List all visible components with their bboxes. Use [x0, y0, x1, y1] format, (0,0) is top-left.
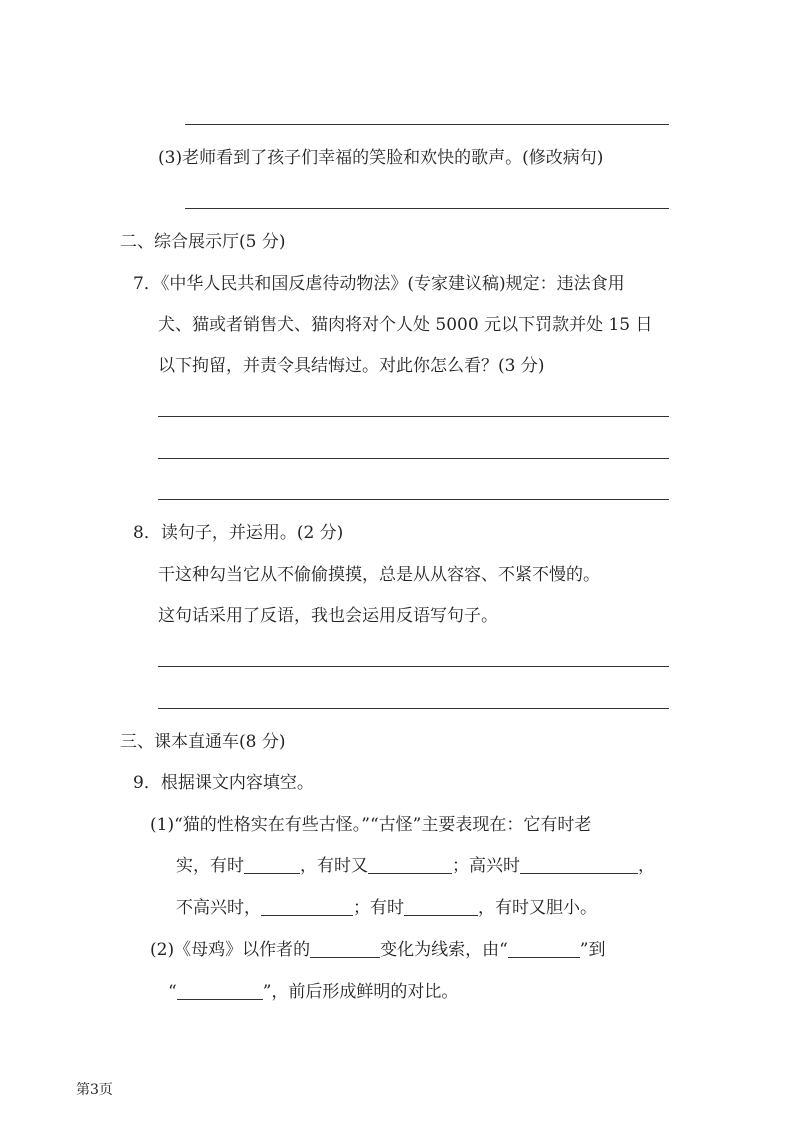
question-9-1-line1: (1)“猫的性格实在有些古怪。”“古怪”主要表现在：它有时老 — [150, 815, 592, 835]
page-number: 第3页 — [76, 1082, 113, 1098]
question-9-1-line2 — [176, 854, 655, 878]
question-6-3: (3)老师看到了孩子们幸福的笑脸和欢快的歌声。(修改病句) — [158, 148, 604, 168]
question-7-line2: 犬、猫或者销售犬、猫肉将对个人处 5000 元以下罚款并处 15 日 — [158, 315, 653, 335]
text: ，有时又胆小。 — [478, 898, 597, 918]
text: 不高兴时， — [176, 898, 261, 918]
question-7-line3: 以下拘留，并责令具结悔过。对此你怎么看？(3 分) — [158, 356, 545, 376]
answer-line[interactable] — [158, 499, 669, 500]
question-9-2-line2 — [168, 980, 458, 1004]
section-2-heading: 二、综合展示厅(5 分) — [120, 232, 286, 252]
text: 变化为线索，由“ — [380, 940, 508, 960]
question-7-line1: 7．《中华人民共和国反虐待动物法》(专家建议稿)规定：违法食用 — [133, 274, 625, 294]
fill-blank[interactable] — [177, 981, 263, 1000]
text: ；有时 — [353, 898, 404, 918]
fill-blank[interactable] — [404, 897, 478, 916]
text: ”到 — [579, 940, 606, 960]
text: “ — [168, 982, 177, 1002]
fill-blank[interactable] — [508, 939, 580, 958]
answer-line[interactable] — [158, 416, 669, 417]
question-9-2-line1 — [150, 938, 606, 962]
fill-blank[interactable] — [261, 897, 353, 916]
question-9-title: 9．根据课文内容填空。 — [133, 773, 314, 793]
question-9-1-line3 — [176, 896, 597, 920]
text: 实，有时 — [176, 856, 244, 876]
question-8-prompt: 这句话采用了反语，我也会运用反语写句子。 — [158, 606, 498, 626]
text: (2)《母鸡》以作者的 — [150, 940, 311, 960]
answer-line[interactable] — [158, 708, 669, 709]
question-8-title: 8．读句子，并运用。(2 分) — [133, 523, 344, 543]
answer-line[interactable] — [185, 124, 669, 125]
answer-line[interactable] — [158, 458, 669, 459]
question-8-quote: 干这种勾当它从不偷偷摸摸，总是从从容容、不紧不慢的。 — [158, 565, 600, 585]
text: ”，前后形成鲜明的对比。 — [262, 982, 459, 1002]
section-3-heading: 三、课本直通车(8 分) — [120, 732, 286, 752]
answer-line[interactable] — [185, 208, 669, 209]
fill-blank[interactable] — [244, 855, 300, 874]
text: ， — [638, 856, 655, 876]
fill-blank[interactable] — [368, 855, 452, 874]
fill-blank[interactable] — [310, 939, 380, 958]
text: ；高兴时 — [452, 856, 520, 876]
text: ，有时又 — [300, 856, 368, 876]
answer-line[interactable] — [158, 666, 669, 667]
fill-blank[interactable] — [520, 855, 638, 874]
